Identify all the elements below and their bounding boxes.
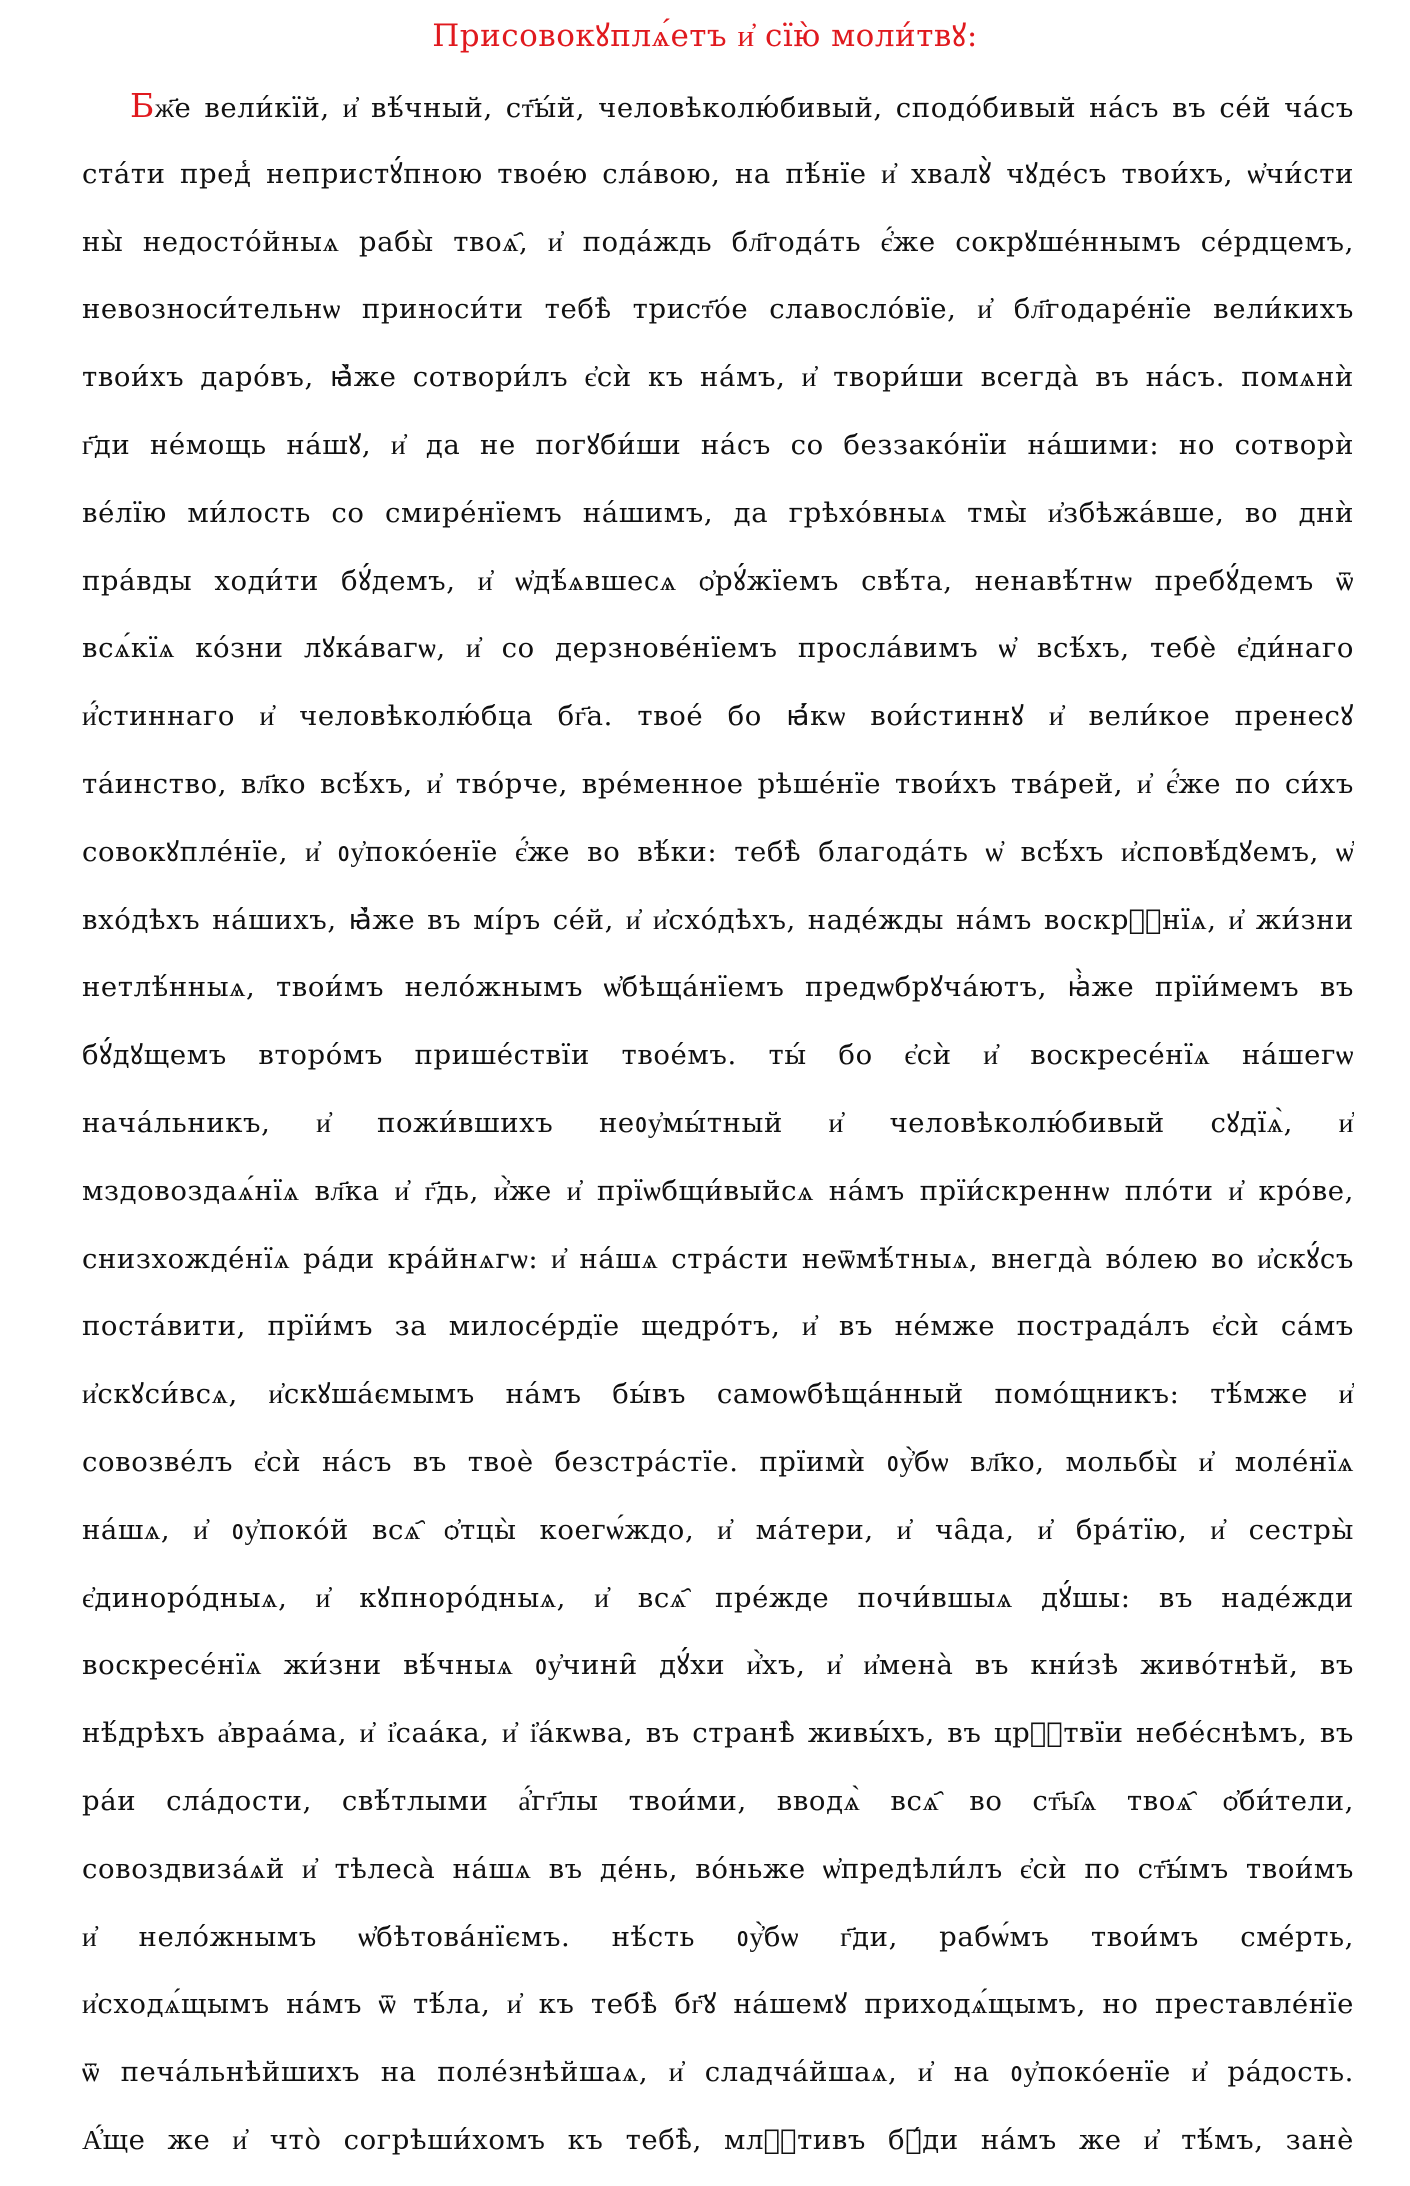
line-text: А҆́ще же и҆ что̀ согрѣши́хомъ къ тебѣ̀, млⷭ҇тивъ бꙋ́ди на́мъ же и҆ тѣ́мъ, занѐ	[82, 2123, 1354, 2156]
line-text: твои́хъ даро́въ, ꙗ҆̀же сотвори́лъ є҆сѝ къ на́мъ, и҆ твори́ши всегда̀ въ на́съ. помѧнѝ	[82, 361, 1354, 394]
text-line	[82, 1779, 1354, 1847]
text-line	[82, 84, 1354, 152]
text-line	[82, 152, 1354, 220]
text-line	[82, 287, 1354, 355]
line-text: всѧ́кїѧ ко́зни лꙋка́вагѡ, и҆ со дерзнове́нїемъ просла́вимъ ѡ҆ всѣ́хъ, тебѐ є҆ди́наго	[82, 632, 1354, 665]
text-line	[82, 1915, 1354, 1983]
line-text: бꙋ́дꙋщемъ второ́мъ прише́ствїи твое́мъ. ты́ бо є҆сѝ и҆ воскресе́нїѧ на́шегѡ	[82, 1039, 1354, 1072]
line-text: снизхожде́нїѧ ра́ди кра́йнѧгѡ: и҆ на́шѧ стра́сти неѿмѣ́тныѧ, внегда̀ во́лею во и҆скꙋ́съ	[82, 1242, 1354, 1275]
text-line	[82, 1847, 1354, 1915]
line-text: г҃ди не́мощь на́шꙋ, и҆ да не погꙋби́ши на́съ со беззако́нїи на́шими: но сотворѝ	[82, 428, 1354, 461]
text-line	[82, 2050, 1354, 2118]
line-text: на́шѧ, и҆ ᲂу҆поко́й всѧ҄ ѻ҆тцы̀ коегѡ́ждо, и҆ ма́тери, и҆ ча̑да, и҆ бра́тїю, и҆ сестры̀	[82, 1513, 1354, 1546]
line-text: та́инство, вл҃ко всѣ́хъ, и҆ тво́рче, вре́менное рѣше́нїе твои́хъ тва́рей, и҆ є҆́же по си́хъ	[82, 767, 1354, 800]
text-line	[82, 1237, 1354, 1305]
text-line	[82, 423, 1354, 491]
text-line	[82, 1643, 1354, 1711]
text-line	[82, 1508, 1354, 1576]
line-text: воскресе́нїѧ жи́зни вѣ́чныѧ ᲂу҆чини̑ дꙋ́хи и҆̀хъ, и҆ и҆мена̀ въ кни́зѣ живо́тнѣй, въ	[82, 1649, 1354, 1682]
line-text: мздовоздаѧ́нїѧ вл҃ка и҆ г҃дь, и҆̀же и҆ прїѡбщи́выйсѧ на́мъ прїи́скреннѡ пло́ти и҆ кро́ве,	[82, 1174, 1354, 1207]
text-line	[82, 965, 1354, 1033]
line-text: ж҃е вели́кїй, и҆ вѣ́чный, ст҃ы́й, человѣколю́бивый, сподо́бивый на́съ въ се́й ча́съ	[154, 92, 1354, 124]
line-text: и҆сходѧ́щымъ на́мъ ѿ тѣ́ла, и҆ къ тебѣ̀ бг҃ꙋ на́шемꙋ приходѧ́щымъ, но преставле́нїе	[82, 1988, 1354, 2021]
text-line	[82, 1576, 1354, 1644]
line-text: вхо́дѣхъ на́шихъ, ꙗ҆̀же въ мі́ръ се́й, и҆ и҆схо́дѣхъ, наде́жды на́мъ воскрⷭ҇нїѧ, и҆ жи́зни	[82, 903, 1354, 936]
text-line	[82, 1982, 1354, 2050]
page-heading: Присовокꙋплѧ́етъ и҆ сїю̀ моли́твꙋ:	[432, 18, 978, 54]
line-text: ѿ печа́льнѣйшихъ на поле́знѣйшаѧ, и҆ сладча́йшаѧ, и҆ на ᲂу҆поко́енїе и҆ ра́дость.	[82, 2056, 1354, 2089]
line-text: є҆диноро́дныѧ, и҆ кꙋпноро́дныѧ, и҆ всѧ҄ пре́жде почи́вшыѧ дꙋ́шы: въ наде́жди	[82, 1581, 1354, 1614]
text-line	[82, 1033, 1354, 1101]
text-line	[82, 898, 1354, 966]
line-text: ны̀ недосто́йныѧ рабы̀ твоѧ҄, и҆ пода́ждь бл҃года́ть є҆́же сокрꙋше́ннымъ се́рдцемъ,	[82, 225, 1354, 258]
text-line	[82, 1440, 1354, 1508]
line-text: совозве́лъ є҆сѝ на́съ въ твоѐ безстра́стїе. прїимѝ ᲂу҆̀бѡ вл҃ко, мольбы̀ и҆ моле́нїѧ	[82, 1445, 1354, 1478]
line-text: поста́вити, прїи́мъ за милосе́рдїе щедро́тъ, и҆ въ не́мже пострада́лъ є҆сѝ са́мъ	[82, 1310, 1354, 1343]
text-line	[82, 762, 1354, 830]
text-line	[82, 1304, 1354, 1372]
line-text: нетлѣ́нныѧ, твои́мъ нело́жнымъ ѡ҆бѣща́нїемъ предѡбрꙋча́ютъ, ꙗ҆̀же прїи́мемъ въ	[82, 971, 1354, 1004]
line-text: невозноси́тельнѡ приноси́ти тебѣ̀ трист҃о́е славосло́вїе, и҆ бл҃годаре́нїе вели́кихъ	[82, 293, 1354, 326]
prayer-text	[82, 84, 1354, 2186]
text-line	[82, 2118, 1354, 2186]
initial-letter: Б	[130, 86, 155, 125]
line-text: совоздвиза́ѧй и҆ тѣлеса̀ на́шѧ въ де́нь, во́ньже ѡ҆предѣли́лъ є҆сѝ по ст҃ы́мъ твои́мъ	[82, 1852, 1354, 1885]
line-text: нѣ́дрѣхъ а҆враа́ма, и҆ і҆саа́ка, и҆ і҆а́кѡва, въ странѣ̀ живы́хъ, въ црⷭ҇твїи небе́снѣмъ, въ	[82, 1717, 1354, 1750]
line-text: и҆скꙋси́всѧ, и҆скꙋша́ємымъ на́мъ бы́въ самоѡбѣща́нный помо́щникъ: тѣ́мже и҆	[82, 1378, 1354, 1411]
text-line	[82, 694, 1354, 762]
line-text: ве́лїю ми́лость со смире́нїемъ на́шимъ, да грѣхо́вныѧ тмы̀ и҆збѣжа́вше, во днѝ	[82, 496, 1354, 529]
text-line	[82, 1711, 1354, 1779]
text-line	[82, 559, 1354, 627]
line-text: совокꙋпле́нїе, и҆ ᲂу҆поко́енїе є҆́же во вѣ́ки: тебѣ̀ благода́ть ѡ҆ всѣ́хъ и҆сповѣ́дꙋемъ, ѡ҆	[82, 835, 1354, 868]
line-text: пра́вды ходи́ти бꙋ́демъ, и҆ ѡ҆дѣ́ѧвшесѧ ѻ҆рꙋ́жїемъ свѣ́та, ненавѣ́тнѡ пребꙋ́демъ ѿ	[82, 564, 1354, 597]
text-line	[82, 1101, 1354, 1169]
text-line	[82, 491, 1354, 559]
text-line	[82, 355, 1354, 423]
line-text: и҆́стиннаго и҆ человѣколю́бца бг҃а. твое́ бо ꙗ҆́кѡ вои́стиннꙋ и҆ вели́кое пренесꙋ	[82, 700, 1354, 733]
text-line	[82, 1169, 1354, 1237]
line-text: ста́ти пред̾ непристꙋ́пною твое́ю сла́вою, на пѣ́нїе и҆ хвалꙋ̀ чꙋде́съ твои́хъ, ѡ҆чи́сти	[82, 157, 1354, 190]
text-line	[82, 1372, 1354, 1440]
line-text: и҆ нело́жнымъ ѡ҆бѣтова́нїємъ. нѣ́сть ᲂу҆̀бѡ г҃ди, рабѡ́мъ твои́мъ сме́рть,	[82, 1920, 1354, 1953]
text-line	[82, 220, 1354, 288]
line-text: нача́льникъ, и҆ пожи́вшихъ неᲂу҆мы́тный и҆ человѣколю́бивый сꙋдїѧ̀, и҆	[82, 1106, 1354, 1139]
text-line	[82, 626, 1354, 694]
line-text: ра́и сла́дости, свѣ́тлыми а҆́гг҃лы твои́ми, вводѧ̀ всѧ҄ во ст҃ы҄ѧ твоѧ҄ ѻ҆би́тели,	[82, 1784, 1354, 1817]
text-line	[82, 830, 1354, 898]
